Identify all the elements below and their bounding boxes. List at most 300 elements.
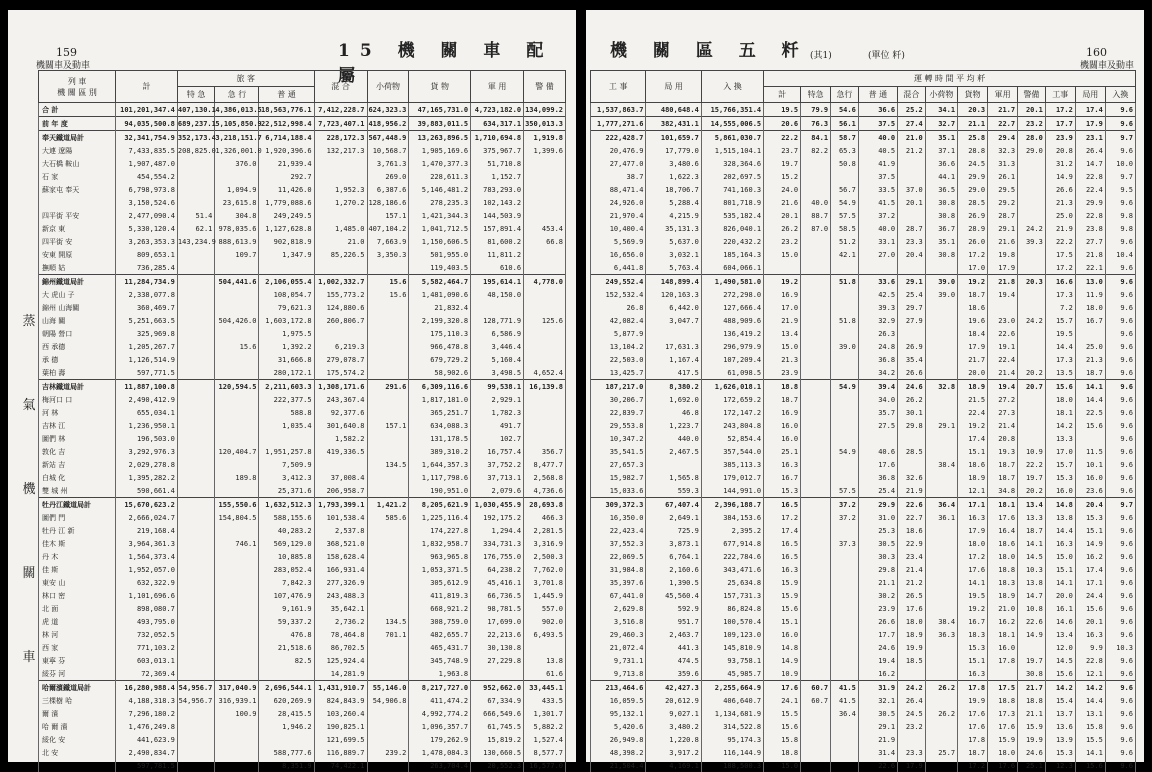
table-cell: 2,255,664.9 [701,681,763,695]
table-cell: 1,779,088.6 [259,196,314,209]
table-cell: 124,880.6 [314,301,367,314]
table-cell [898,458,926,471]
table-cell: 21.9 [858,733,897,746]
table-row [39,301,566,314]
table-cell [177,759,214,772]
table-cell [314,458,367,471]
table-cell: 213,464.6 [591,681,646,695]
table-cell [831,327,859,340]
table-cell: 3,917.2 [646,746,701,759]
row-label: 綏芬 河 [39,667,116,681]
table-row [39,196,566,209]
table-cell [831,563,859,576]
table-cell: 143,234.9 [177,235,214,248]
table-cell [925,654,957,667]
table-cell: 30.5 [858,707,897,720]
table-cell [925,366,957,380]
table-cell: 17.6 [958,563,988,576]
table-cell [215,353,259,366]
table-cell: 74,422.1 [314,759,367,772]
table-cell [831,419,859,432]
table-cell [925,445,957,458]
table-cell: 634,088.3 [409,419,471,432]
table-cell [801,393,831,406]
table-cell: 32.6 [898,471,926,484]
table-row [591,628,1136,641]
row-label: 三棵樹 哈 [39,694,116,707]
table-cell [1075,327,1105,340]
table-cell: 19.2 [958,275,988,289]
row-label: 佳 斯 [39,563,116,576]
table-cell: 45,416.1 [471,576,524,589]
row-label: 新站 吉 [39,458,116,471]
table-cell [801,720,831,733]
table-cell: 5,861,030.7 [701,131,763,145]
table-cell: 5,105,850.9 [215,117,259,131]
table-cell [177,707,214,720]
table-cell [1018,261,1046,275]
table-cell: 22.6 [988,327,1018,340]
table-cell: 15,982.7 [591,471,646,484]
col-header: 工 事 [591,71,646,103]
table-cell [367,314,409,327]
table-cell: 3,350.3 [367,248,409,261]
table-cell [177,498,214,512]
table-cell: 36.3 [925,628,957,641]
table-cell: 249,249.5 [259,209,314,222]
table-cell: 746.1 [215,537,259,550]
table-cell: 26.2 [898,393,926,406]
table-cell: 963,965.8 [409,550,471,563]
table-cell: 33,445.1 [524,681,566,695]
table-cell: 453.4 [524,222,566,235]
table-cell: 433.5 [524,694,566,707]
table-cell: 21.7 [958,353,988,366]
table-cell [925,406,957,419]
table-cell [831,406,859,419]
table-cell: 585.6 [367,511,409,524]
table-cell: 64,238.2 [471,563,524,576]
table-cell: 128,186.6 [367,196,409,209]
table-cell: 14.1 [1075,380,1105,394]
table-row [39,131,566,145]
table-cell: 15.7 [1045,314,1075,327]
row-label: 牡丹江鐵道局計 [39,498,116,512]
table-cell: 21.6 [988,235,1018,248]
table-cell [801,759,831,772]
table-cell: 82.5 [259,654,314,667]
col-header: 貨物 [958,87,988,103]
table-cell: 108,054.7 [259,288,314,301]
table-cell: 41.5 [831,681,859,695]
table-cell: 1,150,606.5 [409,235,471,248]
table-row [39,445,566,458]
table-row [39,681,566,695]
table-cell: 17.9 [958,340,988,353]
table-cell: 725.9 [646,524,701,537]
table-cell: 21.4 [898,563,926,576]
table-cell: 172,659.2 [701,393,763,406]
table-cell: 26.6 [1045,183,1075,196]
table-cell [259,733,314,746]
table-cell: 10.8 [1018,602,1046,615]
table-cell: 95,174.3 [701,733,763,746]
table-cell: 14.6 [1045,615,1075,628]
table-cell: 689,237.1 [177,117,214,131]
table-cell [367,602,409,615]
table-cell: 27.7 [1075,235,1105,248]
table-cell [831,576,859,589]
table-cell [801,511,831,524]
table-cell: 6,387.6 [367,183,409,196]
table-cell: 9.6 [1105,419,1135,432]
table-cell: 2,395.2 [701,524,763,537]
table-cell: 26.0 [958,235,988,248]
table-cell: 36.6 [858,103,897,117]
table-cell [801,550,831,563]
table-cell: 154,804.5 [215,511,259,524]
table-row [39,484,566,498]
table-cell: 1,399.6 [524,144,566,157]
table-cell: 3,480.2 [646,720,701,733]
table-cell: 1,710,694.8 [471,131,524,145]
table-cell [314,209,367,222]
table-cell: 9.6 [1105,471,1135,484]
table-cell [925,537,957,550]
table-row [39,471,566,484]
table-cell: 48,150.0 [471,288,524,301]
table-cell: 902.0 [524,615,566,628]
table-cell: 9.6 [1105,117,1135,131]
table-row [39,654,566,667]
table-cell [215,733,259,746]
table-cell: 18.7 [988,471,1018,484]
table-cell: 597,771.5 [116,366,178,380]
table-cell [925,576,957,589]
table-cell [831,589,859,602]
table-cell: 14.7 [1018,589,1046,602]
table-cell: 81,600.2 [471,235,524,248]
table-cell: 10.3 [1105,641,1135,654]
table-cell: 1,692.0 [646,393,701,406]
table-cell: 8,217,727.0 [409,681,471,695]
table-cell: 15,033.6 [591,484,646,498]
table-cell [215,458,259,471]
table-row [591,511,1136,524]
table-cell: 19.7 [764,157,801,170]
table-cell [367,563,409,576]
table-cell: 21.1 [1018,707,1046,720]
table-cell [367,432,409,445]
row-label: 哈爾濱鐵道局計 [39,681,116,695]
table-cell: 22.2 [1045,235,1075,248]
table-cell: 103,260.4 [314,707,367,720]
table-cell: 20.8 [988,432,1018,445]
table-cell [177,353,214,366]
table-cell: 23.9 [858,602,897,615]
table-cell: 1,294.4 [471,524,524,537]
table-cell: 24.4 [1075,589,1105,602]
table-cell: 952,662.0 [471,681,524,695]
table-cell: 61,098.5 [701,366,763,380]
table-cell: 9.6 [1105,694,1135,707]
table-cell: 17.6 [988,720,1018,733]
table-cell [177,576,214,589]
table-cell [801,445,831,458]
table-cell: 3,150,524.6 [116,196,178,209]
table-cell: 21.3 [1045,196,1075,209]
table-cell: 22,512,998.4 [259,117,314,131]
table-cell [177,301,214,314]
table-cell: 26.6 [858,615,897,628]
table-cell: 610.6 [471,261,524,275]
table-row [591,393,1136,406]
table-cell: 21,518.6 [259,641,314,654]
table-cell: 1,963.8 [409,667,471,681]
table-cell [925,589,957,602]
table-cell: 27.3 [988,406,1018,419]
table-cell: 419,336.5 [314,445,367,458]
table-row [591,602,1136,615]
table-cell: 1,152.7 [471,170,524,183]
table-row [591,746,1136,759]
side-label: 蒸 氣 機 關 車 [22,314,36,665]
table-cell: 9.6 [1105,576,1135,589]
table-cell: 411,474.2 [409,694,471,707]
table-cell: 590,661.4 [116,484,178,498]
table-cell: 22.2 [1018,458,1046,471]
table-row [591,759,1136,772]
table-cell: 1,127,628.8 [259,222,314,235]
right-data-table [590,70,1136,772]
table-cell: 16.5 [764,498,801,512]
table-cell: 28.7 [988,209,1018,222]
table-cell [988,301,1018,314]
table-cell: 474.5 [646,654,701,667]
table-row [591,458,1136,471]
table-cell [831,524,859,537]
table-cell: 19.2 [958,602,988,615]
table-cell [831,720,859,733]
table-cell: 1,946.2 [259,720,314,733]
table-cell: 9.6 [1105,484,1135,498]
table-cell [177,720,214,733]
table-cell: 37,008.4 [314,471,367,484]
table-cell: 1,952.3 [314,183,367,196]
table-cell: 314,522.8 [701,720,763,733]
col-header: 工事 [1045,87,1075,103]
table-cell: 21.7 [988,103,1018,117]
table-cell: 62.1 [177,222,214,235]
table-row [39,498,566,512]
table-cell: 9.6 [1105,103,1135,117]
table-cell: 19.7 [1018,654,1046,667]
table-cell: 51.2 [831,235,859,248]
table-cell: 6,586.9 [471,327,524,340]
table-cell: 17.0 [958,261,988,275]
table-cell: 88,471.4 [591,183,646,196]
table-cell: 23.8 [1075,222,1105,235]
table-cell: 22.6 [858,759,897,772]
table-cell: 13.8 [1045,511,1075,524]
table-cell: 3,701.8 [524,576,566,589]
table-row [591,589,1136,602]
table-cell: 30.3 [858,550,897,563]
table-cell [524,209,566,222]
table-cell: 31,666.8 [259,353,314,366]
table-cell: 1,002,332.7 [314,275,367,289]
table-row [39,380,566,394]
table-cell: 34.8 [988,484,1018,498]
table-cell: 978,035.6 [215,222,259,235]
table-cell: 2,463.7 [646,628,701,641]
table-cell: 40,283.2 [259,524,314,537]
table-cell: 1,951,257.8 [259,445,314,458]
table-row [591,406,1136,419]
table-cell: 13.7 [1045,707,1075,720]
table-cell [764,261,801,275]
table-cell: 17.4 [1075,103,1105,117]
table-cell: 15.3 [958,641,988,654]
table-cell: 16,059.5 [591,694,646,707]
table-cell: 16.9 [764,406,801,419]
table-cell: 951.7 [646,615,701,628]
table-cell: 1,603,172.8 [259,314,314,327]
table-cell: 187,217.0 [591,380,646,394]
table-cell: 26.3 [858,327,897,340]
table-cell: 1,644,357.3 [409,458,471,471]
table-cell [177,170,214,183]
table-cell: 666,549.6 [471,707,524,720]
table-cell: 32,341,754.9 [116,131,178,145]
table-cell [177,511,214,524]
table-cell: 17.2 [958,550,988,563]
table-cell: 31.2 [1045,157,1075,170]
table-cell: 9.6 [1105,550,1135,563]
table-cell: 7,723,407.1 [314,117,367,131]
table-cell: 18.0 [988,746,1018,759]
table-cell: 15.0 [1045,550,1075,563]
table-cell: 59,337.2 [259,615,314,628]
table-cell: 27.2 [988,393,1018,406]
table-cell: 10,347.2 [591,432,646,445]
row-label: 前 年 度 [39,117,116,131]
table-cell: 6,714,188.4 [259,131,314,145]
table-cell: 11,887,100.8 [116,380,178,394]
table-cell: 15.3 [1075,511,1105,524]
table-cell: 148,899.4 [646,275,701,289]
table-cell: 15.0 [764,759,801,772]
table-cell: 9.6 [1105,511,1135,524]
table-cell: 592.9 [646,602,701,615]
table-row [591,157,1136,170]
table-cell: 65.3 [831,144,859,157]
table-cell: 18.7 [1018,524,1046,537]
table-cell: 3,047.7 [646,314,701,327]
table-cell: 37,552.3 [591,537,646,550]
table-cell [215,746,259,759]
table-cell: 9.6 [1105,353,1135,366]
table-cell: 305,612.9 [409,576,471,589]
table-cell: 40.0 [858,222,897,235]
table-cell [831,288,859,301]
table-cell: 190,951.0 [409,484,471,498]
table-cell: 21.1 [958,117,988,131]
table-cell: 36.7 [925,222,957,235]
table-cell: 9.6 [1105,261,1135,275]
table-cell: 145,810.9 [701,641,763,654]
table-cell: 56.1 [831,117,859,131]
table-cell: 54,956.7 [177,681,214,695]
table-cell: 42.5 [858,288,897,301]
row-label: 撫順 姑 [39,261,116,275]
table-cell: 21,970.4 [591,209,646,222]
table-cell [215,576,259,589]
table-cell: 2,477,090.4 [116,209,178,222]
table-cell: 36.6 [925,157,957,170]
table-cell: 23.3 [898,235,926,248]
table-cell: 16.3 [958,667,988,681]
table-cell [831,432,859,445]
table-cell: 18.8 [988,563,1018,576]
table-cell: 35,397.6 [591,576,646,589]
table-cell [858,261,897,275]
table-cell: 102,143.2 [471,196,524,209]
table-cell [801,654,831,667]
table-cell: 88.7 [801,209,831,222]
table-cell: 4,723,182.0 [471,103,524,117]
table-cell: 14.1 [1075,746,1105,759]
table-cell [801,419,831,432]
table-cell: 92,377.6 [314,406,367,419]
table-cell: 5,420.6 [591,720,646,733]
table-cell: 128,771.9 [471,314,524,327]
table-cell: 28.9 [958,222,988,235]
table-cell: 51,710.8 [471,157,524,170]
table-cell [524,183,566,196]
table-cell: 11.5 [1075,445,1105,458]
table-cell: 29.0 [958,183,988,196]
table-cell: 116,889.7 [314,746,367,759]
table-cell: 13.1 [1075,707,1105,720]
table-cell [314,327,367,340]
table-cell: 18.9 [958,380,988,394]
table-cell: 588,777.6 [259,746,314,759]
table-cell: 36.4 [925,498,957,512]
table-cell [177,589,214,602]
table-cell: 58.7 [831,131,859,145]
table-cell: 14.9 [764,654,801,667]
table-cell: 228,611.3 [409,170,471,183]
table-cell: 45,560.4 [646,589,701,602]
table-cell: 21.5 [958,393,988,406]
table-cell: 29.7 [898,301,926,314]
table-cell: 37.2 [831,498,859,512]
table-cell: 9.6 [1105,366,1135,380]
table-row [39,589,566,602]
table-cell: 41.5 [831,694,859,707]
table-cell: 1,905,169.6 [409,144,471,157]
table-cell [1075,432,1105,445]
table-cell [215,406,259,419]
table-cell: 1,126,514.9 [116,353,178,366]
table-cell: 35.4 [898,353,926,366]
table-cell: 23,615.8 [215,196,259,209]
table-cell: 14.7 [1075,157,1105,170]
table-cell [215,432,259,445]
table-cell [177,667,214,681]
table-cell: 17.4 [1075,563,1105,576]
